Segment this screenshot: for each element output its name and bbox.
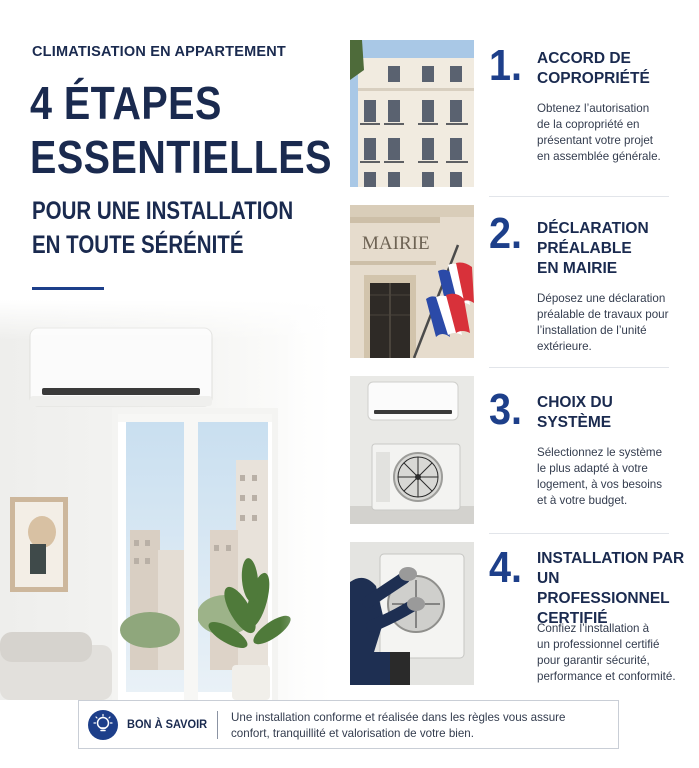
lightbulb-icon [88, 710, 118, 740]
step-title-line: SYSTÈME [537, 414, 612, 431]
step-description-line: performance et conformité. [537, 670, 676, 683]
step-description-line: Sélectionnez le système [537, 446, 663, 459]
living-room-illustration [0, 300, 345, 700]
overline: CLIMATISATION EN APPARTEMENT [32, 44, 286, 60]
step-description-line: présentant votre projet [537, 134, 654, 147]
page-title-line: 4 ÉTAPES [30, 77, 222, 129]
step-number: 4. [489, 543, 523, 592]
step-title [537, 393, 687, 433]
step-description-line: Obtenez l’autorisation [537, 102, 650, 115]
step-photo-split-ac-units [350, 376, 474, 524]
step-divider [489, 533, 669, 534]
page-title [30, 76, 332, 184]
step-title-line: CERTIFIÉ [537, 610, 608, 627]
step-description-line: logement, à vos besoins [537, 478, 663, 491]
tip-text-line: confort, tranquillité et valorisation de votre bien. [231, 727, 474, 740]
tip-text-line: Une installation conforme et réalisée dans les règles vous assure [231, 711, 566, 724]
step-description [537, 621, 687, 685]
step-description-line: extérieure. [537, 340, 592, 353]
step-title-line: EN MAIRIE [537, 260, 618, 277]
step-number: 1. [489, 41, 523, 90]
step-description-line: Déposez une déclaration [537, 292, 666, 305]
step-description-line: le plus adapté à votre [537, 462, 648, 475]
step-title-line: UN PROFESSIONNEL [537, 570, 670, 607]
page-subtitle-line: EN TOUTE SÉRÉNITÉ [32, 231, 244, 259]
step-description-line: Confiez l’installation à [537, 622, 650, 635]
step-number: 3. [489, 385, 523, 434]
step-description-line: et à votre budget. [537, 494, 628, 507]
step-description-line: préalable de travaux pour [537, 308, 669, 321]
step-description [537, 445, 687, 509]
step-title-line: DÉCLARATION [537, 220, 649, 237]
step-description [537, 101, 687, 165]
step-photo-apartment-building [350, 40, 474, 187]
step-title-line: INSTALLATION PAR [537, 550, 685, 567]
step-divider [489, 196, 669, 197]
step-description-line: l’installation de l’unité [537, 324, 647, 337]
tip-box [78, 700, 619, 749]
page-subtitle [32, 194, 294, 262]
step-divider [489, 367, 669, 368]
step-description-line: en assemblée générale. [537, 150, 661, 163]
page-title-line: ESSENTIELLES [30, 131, 332, 183]
step-title [537, 219, 687, 279]
step-title [537, 549, 687, 629]
tip-separator [217, 711, 218, 739]
step-title-line: PRÉALABLE [537, 240, 632, 257]
tip-label: BON À SAVOIR [127, 717, 208, 731]
step-number: 2. [489, 209, 523, 258]
step-title-line: CHOIX DU [537, 394, 613, 411]
title-underline [32, 287, 104, 290]
step-photo-mairie-facade [350, 205, 474, 358]
mairie-sign: MAIRIE [362, 233, 430, 254]
step-description [537, 291, 687, 355]
step-photo-technician-installing [350, 542, 474, 685]
page-subtitle-line: POUR UNE INSTALLATION [32, 197, 294, 225]
tip-text [231, 710, 611, 742]
step-description-line: de la copropriété en [537, 118, 640, 131]
step-description-line: pour garantir sécurité, [537, 654, 650, 667]
step-description-line: un professionnel certifié [537, 638, 660, 651]
step-title-line: ACCORD DE [537, 50, 631, 67]
step-title-line: COPROPRIÉTÉ [537, 70, 650, 87]
step-title [537, 49, 687, 89]
